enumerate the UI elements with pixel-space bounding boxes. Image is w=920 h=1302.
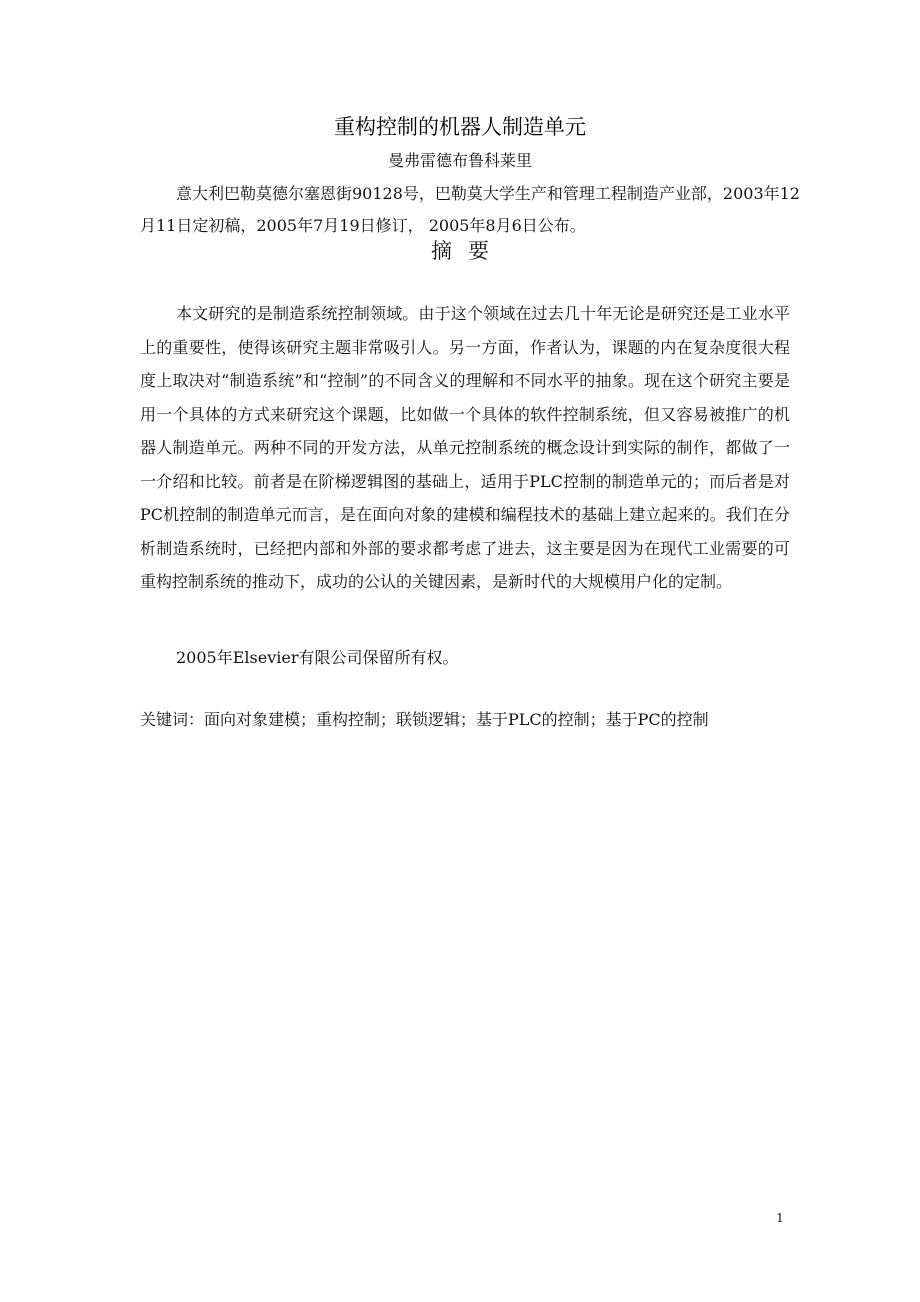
keywords-label: 关键词： [140, 710, 205, 729]
author-name: 曼弗雷德布鲁科莱里 [387, 151, 532, 170]
abstract-heading: 摘要 [431, 239, 505, 263]
keywords [140, 703, 790, 736]
keywords-text: 面向对象建模；重构控制；联锁逻辑；基于PLC的控制；基于PC的控制 [204, 710, 709, 729]
copyright-notice: 2005年Elsevier有限公司保留所有权。 [176, 648, 459, 667]
paper-title: 重构控制的机器人制造单元 [334, 115, 586, 139]
affiliation-and-dates: 意大利巴勒莫德尔塞恩街90128号，巴勒莫大学生产和管理工程制造产业部，2003年12月11日定初稿，2005年7月19日修订， 2005年8月6日公布。 [140, 184, 800, 235]
page-number: 1 [776, 1211, 784, 1225]
abstract-text: 本文研究的是制造系统控制领域。由于这个领域在过去几十年无论是研究还是工业水平上的重要性，使得该研究主题非常吸引人。另一方面，作者认为，课题的内在复杂度很大程度上取决对“制造系统”和“控制”的不同含义的理解和不同水平的抽象。现在这个研究主要是用一个具体的方式来研究这个课题，比如做一个具体的软件控制系统，但又容易被推广的机器人制造单元。两种不同的开发方法，从单元控制系统的概念设计到实际的制作，都做了一一介绍和比较。前者是在阶梯逻辑图的基础上，适用于PLC控制的制造单元的；而后者是对PC机控制的制造单元而言，是在面向对象的建模和编程技术的基础上建立起来的。我们在分析制造系统时，已经把内部和外部的要求都考虑了进去，这主要是因为在现代工业需要的可重构控制系统的推动下，成功的公认的关键因素，是新时代的大规模用户化的定制。 [140, 304, 790, 591]
